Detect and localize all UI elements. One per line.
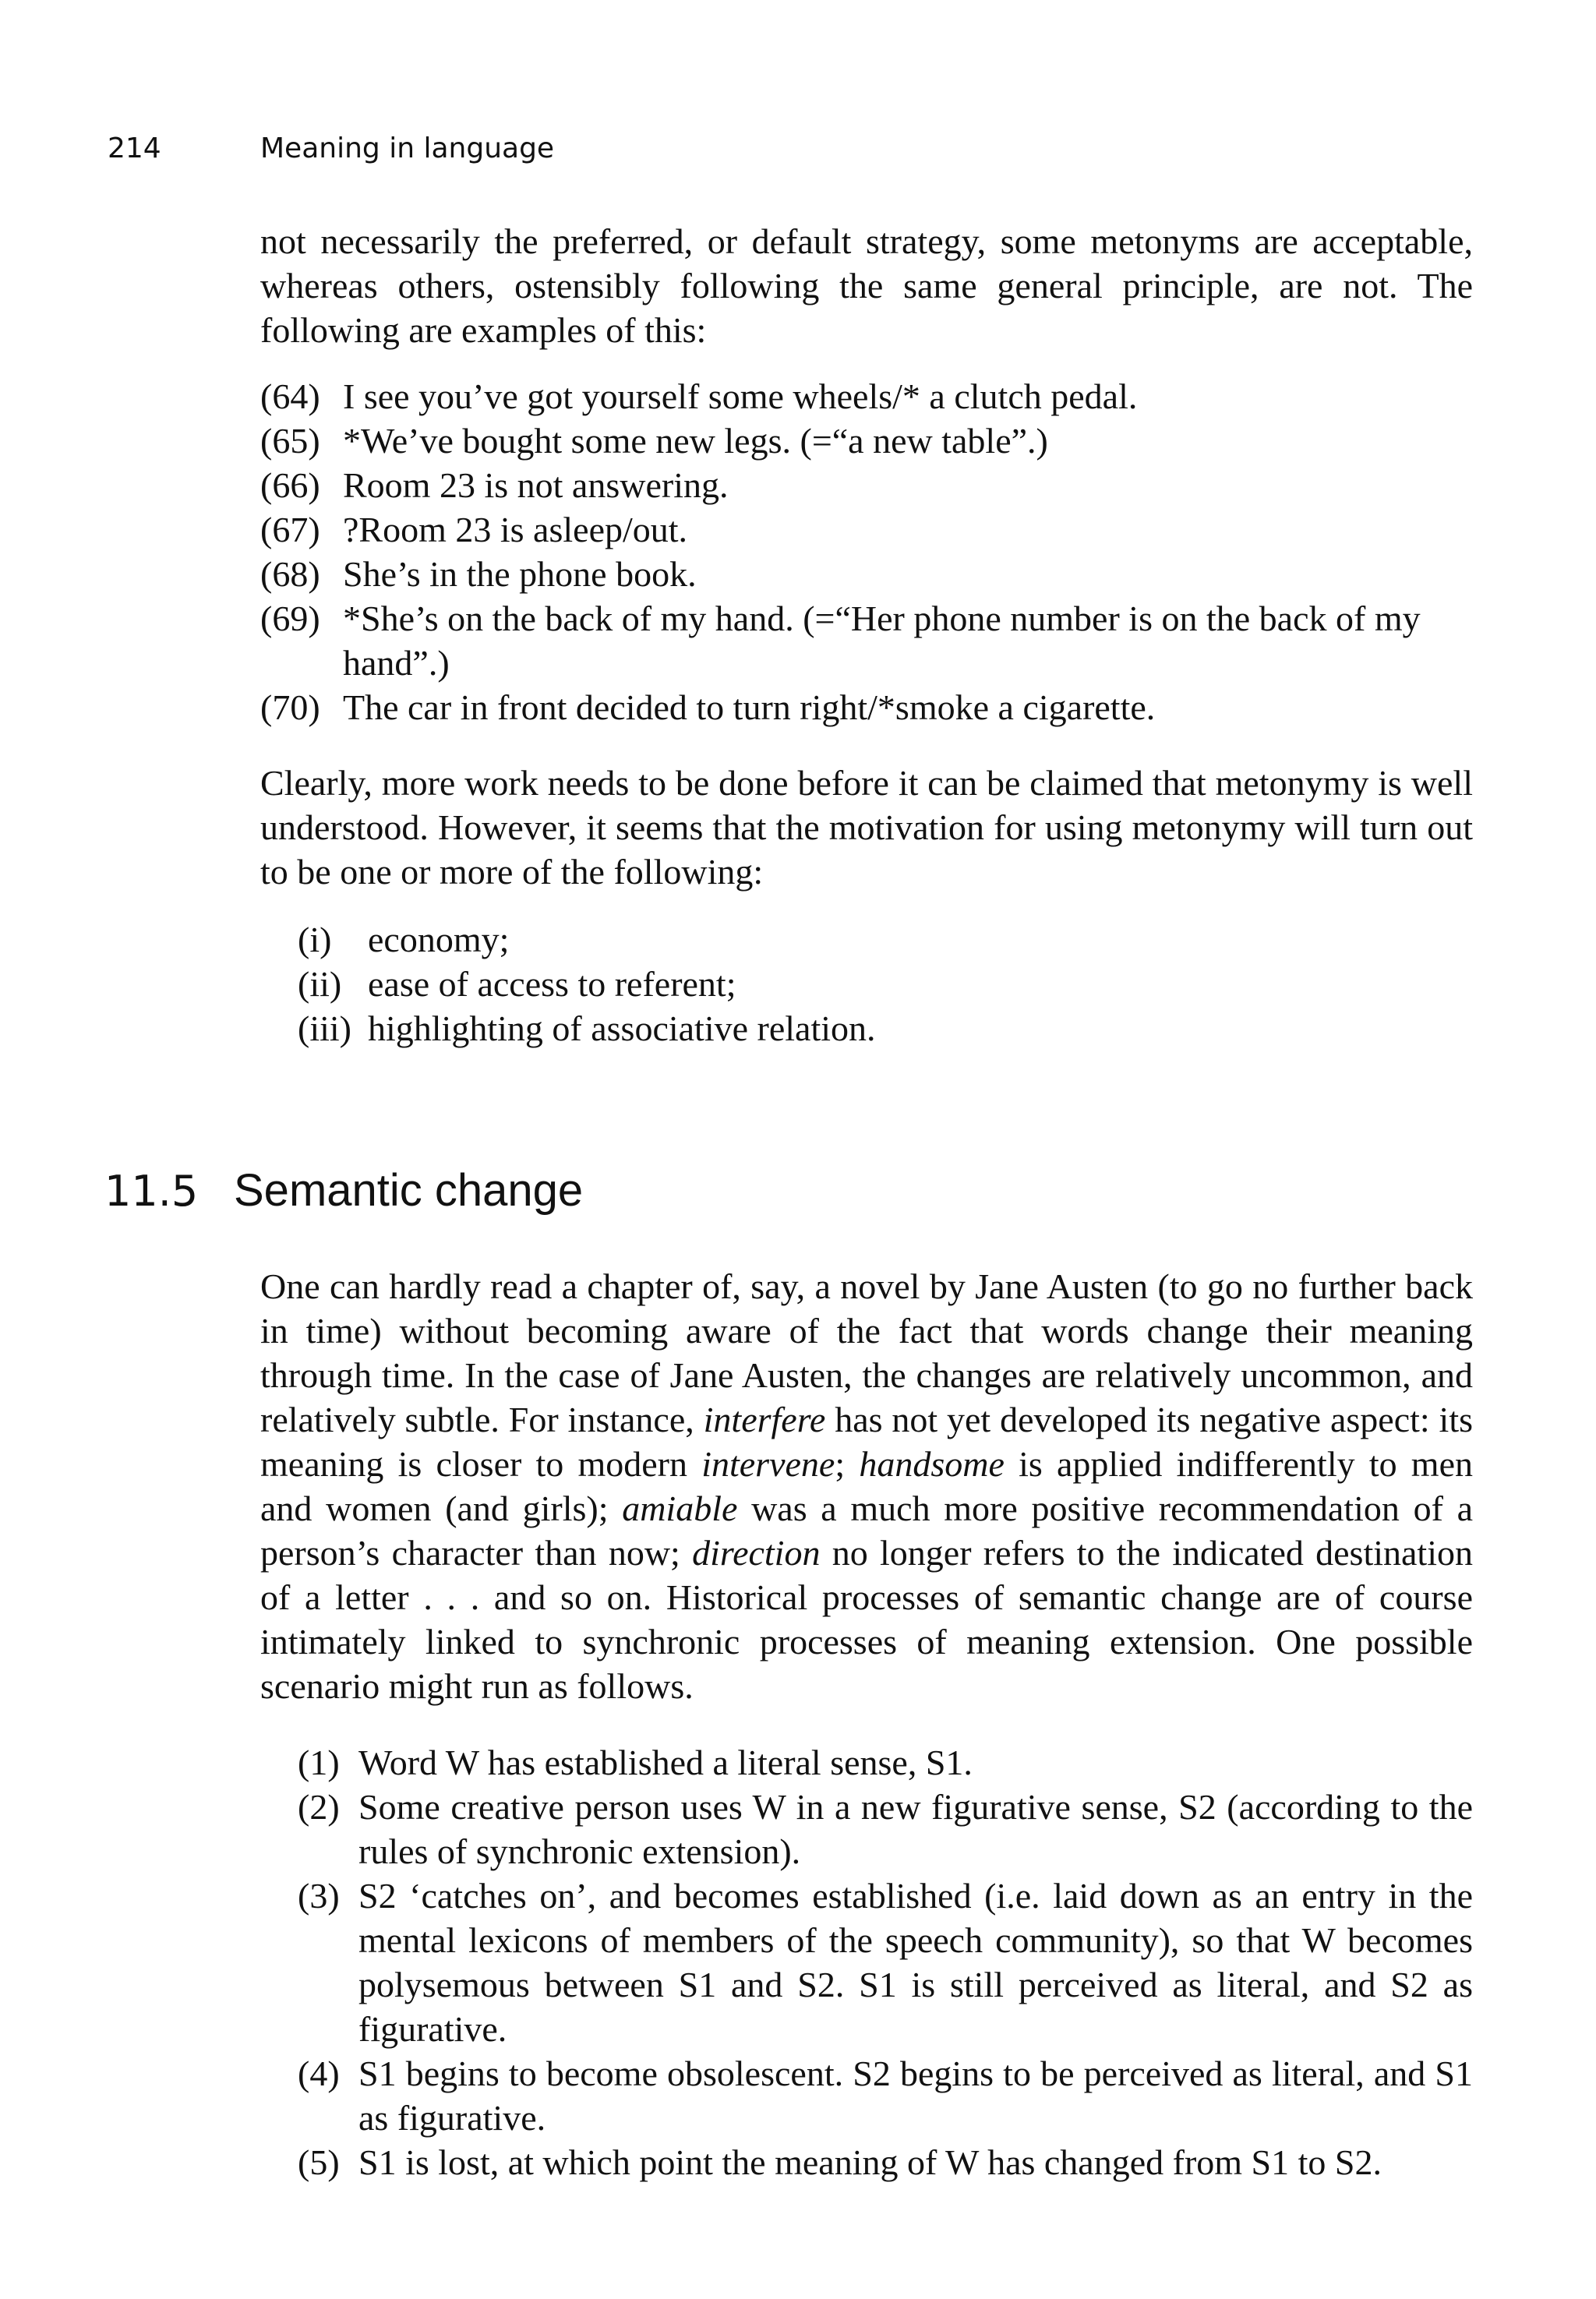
example-text: I see you’ve got yourself some wheels/* a clutch pedal. [343, 376, 1138, 416]
italic-term: interfere [703, 1400, 826, 1439]
example-item [260, 463, 1476, 507]
scenario-number: (5) [298, 2142, 340, 2182]
conclusion-paragraph: Clearly, more work needs to be done before it can be claimed that metonymy is well understood. However, it seems that the motivation for using metonymy will turn out to be one or more of the following: [260, 763, 1473, 892]
motivation-list [298, 917, 1389, 1051]
scenario-text: Some creative person uses W in a new figurative sense, S2 (according to the rules of synchronic extension). [358, 1787, 1473, 1871]
italic-term: direction [692, 1533, 821, 1573]
scenario-item [298, 2140, 1473, 2184]
italic-term: handsome [859, 1444, 1005, 1484]
example-text: She’s in the phone book. [343, 554, 697, 594]
example-text: *She’s on the back of my hand. (=“Her phone number is on the back of my hand”.) [343, 599, 1421, 683]
scenario-number: (1) [298, 1743, 340, 1782]
semantic-change-paragraph [260, 1264, 1473, 1708]
motivation-item [298, 962, 1389, 1006]
section-number: 11.5 [104, 1167, 199, 1216]
example-text: The car in front decided to turn right/*smoke a cigarette. [343, 687, 1156, 727]
example-item [260, 596, 1476, 685]
motivation-number: (i) [298, 920, 332, 959]
example-number: (66) [260, 465, 320, 505]
text-run: One can hardly read a chapter of, say, a novel by Jane Austen (to go no further back in time) without becoming aware of the fact that words change their meaning through time. In the case of Jane Austen, the changes are relatively uncommon, and relatively subtle. For instance, [260, 1266, 1473, 1439]
example-number: (68) [260, 554, 320, 594]
scenario-number: (4) [298, 2054, 340, 2093]
motivation-text: highlighting of associative relation. [368, 1008, 876, 1048]
text-run: was a much more positive recommendation of a person’s character than now; [260, 1489, 1474, 1573]
example-item [260, 507, 1476, 552]
text-run: has not yet developed its negative aspect: its meaning is closer to modern [260, 1400, 1473, 1484]
motivation-item [298, 1006, 1389, 1051]
italic-term: intervene [701, 1444, 835, 1484]
example-text: *We’ve bought some new legs. (=“a new table”.) [343, 421, 1048, 461]
example-number: (64) [260, 376, 320, 416]
example-item [260, 685, 1476, 729]
motivation-number: (iii) [298, 1008, 351, 1048]
example-text: ?Room 23 is asleep/out. [343, 510, 688, 549]
scenario-item [298, 2051, 1473, 2140]
section-heading [104, 1164, 583, 1217]
scenario-text: Word W has established a literal sense, S1. [358, 1743, 973, 1782]
scenario-item [298, 1785, 1473, 1873]
text-run: is applied indifferently to men and women (and girls); [260, 1444, 1473, 1528]
example-number: (65) [260, 421, 320, 461]
scenario-text: S1 is lost, at which point the meaning of W has changed from S1 to S2. [358, 2142, 1382, 2182]
example-number: (69) [260, 599, 320, 638]
example-text: Room 23 is not answering. [343, 465, 729, 505]
page-number: 214 [108, 132, 161, 164]
scenario-number: (3) [298, 1876, 340, 1916]
motivation-number: (ii) [298, 964, 342, 1004]
italic-term: amiable [622, 1489, 738, 1528]
motivation-item [298, 917, 1389, 962]
text-run: no longer refers to the indicated destination of a letter . . . and so on. Historical processes of semantic change are of course intimately linked to synchronic processes of meaning extension. One possible scenario might run as follows. [260, 1533, 1473, 1706]
intro-paragraph: not necessarily the preferred, or default strategy, some metonyms are acceptable, whereas others, ostensibly following the same general principle, are not. The following are examples of this: [260, 221, 1473, 350]
example-item [260, 418, 1476, 463]
example-number: (70) [260, 687, 320, 727]
example-list [260, 374, 1476, 729]
motivation-text: economy; [368, 920, 510, 959]
example-item [260, 374, 1476, 418]
scenario-text: S1 begins to become obsolescent. S2 begins to be perceived as literal, and S1 as figurative. [358, 2054, 1473, 2138]
scenario-item [298, 1873, 1473, 2051]
example-number: (67) [260, 510, 320, 549]
running-head [108, 132, 554, 164]
scenario-number: (2) [298, 1787, 340, 1827]
text-run: ; [835, 1444, 860, 1484]
motivation-text: ease of access to referent; [368, 964, 736, 1004]
scenario-text: S2 ‘catches on’, and becomes established (i.e. laid down as an entry in the mental lexicons of members of the speech community), so that W becomes polysemous between S1 and S2. S1 is still perceived as literal, and S2 as figurative. [358, 1876, 1473, 2049]
section-title: Semantic change [234, 1165, 584, 1216]
running-title: Meaning in language [260, 132, 555, 164]
scenario-item [298, 1740, 1473, 1785]
scenario-list [298, 1740, 1473, 2184]
example-item [260, 552, 1476, 596]
